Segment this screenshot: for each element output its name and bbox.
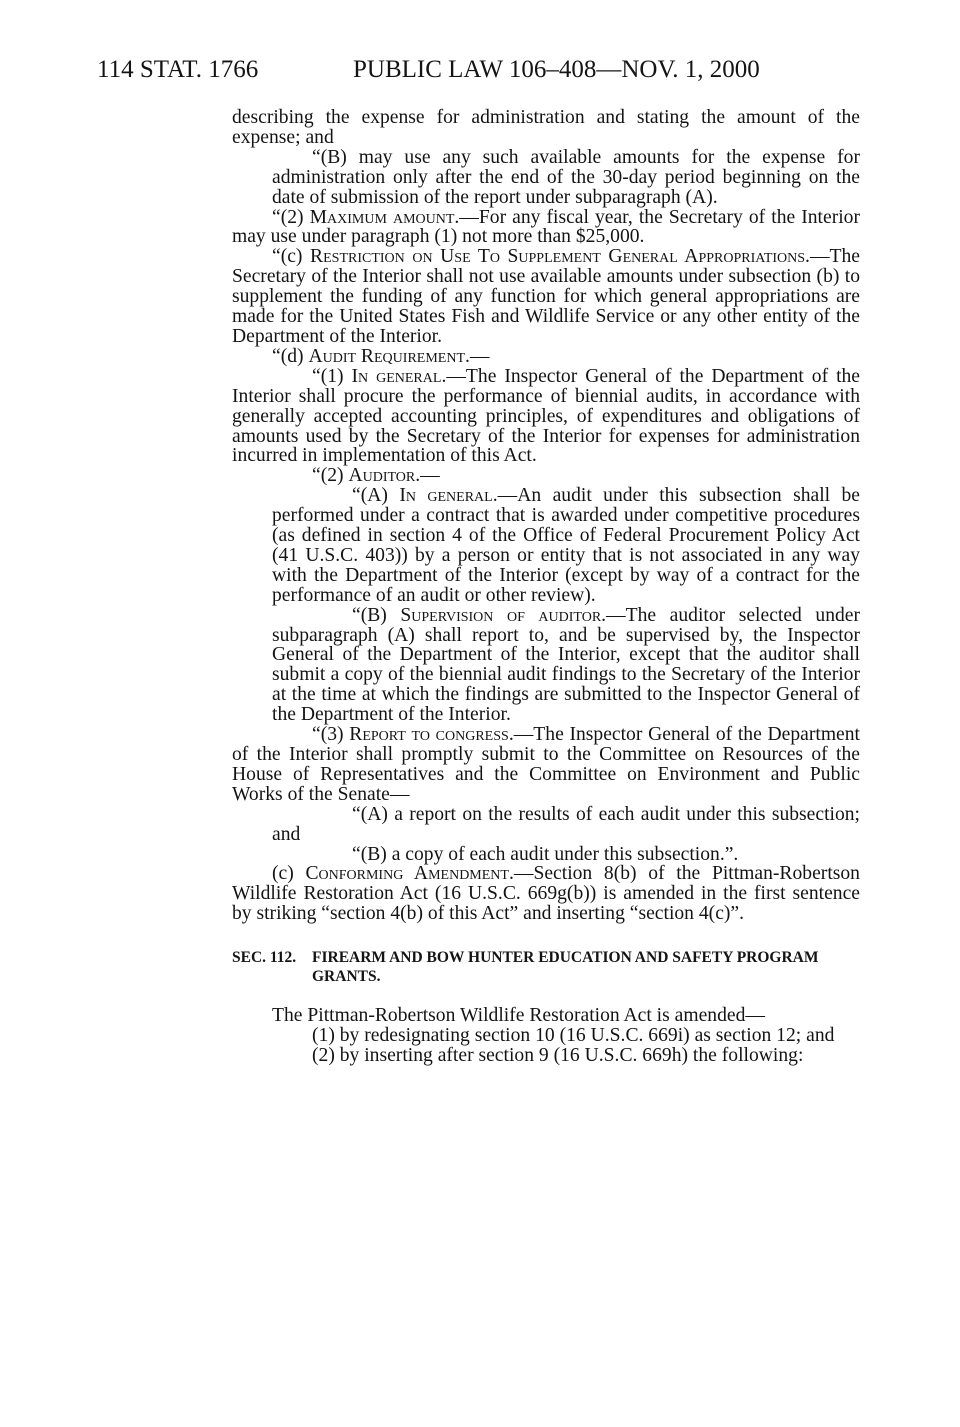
paragraph-heading: Restriction on Use To Supplement General Appropriations [310, 246, 806, 268]
paragraph-heading: Report to congress [349, 724, 509, 746]
paragraph: “(B) a copy of each audit under this subsection.”. [352, 843, 739, 865]
paragraph-heading: Conforming Amendment [305, 863, 509, 885]
paragraph [232, 725, 860, 805]
paragraph [232, 606, 860, 725]
paragraph: (1) by redesignating section 10 (16 U.S.C. 669i) as section 12; and [312, 1025, 835, 1047]
paragraph-number: “(2) [312, 465, 349, 487]
paragraph-number: “(A) [352, 485, 400, 507]
section-number: SEC. 112. [232, 949, 297, 967]
paragraph-text: .—Section 8(b) of the Pittman-Robertson Wildlife Restoration Act (16 U.S.C. 669g(b)) is amended in the first sentence by striking “section 4(b) of this Act” and inserting “section 4(c)”. [232, 863, 860, 925]
paragraph-number: “(2) [272, 206, 310, 228]
paragraph [232, 864, 860, 924]
paragraph-text: .—The Secretary of the Interior shall not use available amounts under subsection (b) to supplement the funding of any function for which general appropriations are made for the United States Fish and Wildlife Service or any other entity of the Department of the Interior. [232, 246, 861, 347]
paragraph-text: .—For any fiscal year, the Secretary of the Interior may use under paragraph (1) not more than $25,000. [232, 206, 860, 248]
paragraph-text: .— [415, 465, 440, 487]
paragraph-text: .—An audit under this subsection shall be performed under a contract that is awarded under competitive procedures (as defined in section 4 of the Office of Federal Procurement Policy Act (41 U.S.C. 403)) by a person or entity that is not associated in any way with the Department of the Interior (except by way of a contract for the performance of an audit or other review). [272, 485, 861, 606]
paragraph-number: (c) [272, 863, 306, 885]
paragraph-text: .—The auditor selected under subparagraph (A) shall report to, and be supervised by, the Inspector General of the Department of the Interior, except that the auditor shall submit a copy of the biennial audit findings to the Secretary of the Interior at the time at which the findings are submitted to the Inspector General of the Department of the Interior. [272, 604, 861, 726]
page-header [60, 56, 900, 92]
paragraph: “(A) a report on the results of each audit under this subsection; and [272, 803, 860, 845]
paragraph-number: “(1) [312, 365, 352, 387]
paragraph: (2) by inserting after section 9 (16 U.S.C. 669h) the following: [312, 1044, 804, 1066]
paragraph [232, 367, 860, 467]
paragraph-number: “(c) [272, 246, 311, 268]
law-citation: PUBLIC LAW 106–408—NOV. 1, 2000 [353, 56, 760, 83]
paragraph-text: .—The Inspector General of the Department of the Interior shall procure the performance of biennial audits, in accordance with generally accepted accounting principles, of expenditures and obligations of amounts used by the Secretary of the Interior for expenses for administration incurred in implementation of this Act. [232, 365, 861, 467]
paragraph-text: .—The Inspector General of the Department of the Interior shall promptly submit to the Committee on Resources of the House of Representatives and the Committee on Environment and Public Works of the Senate— [232, 724, 860, 805]
paragraph: “(B) may use any such available amounts for the expense for administration only after the end of the 30-day period beginning on the date of submission of the report under subparagraph (A). [272, 146, 860, 208]
paragraph-number: “(B) [352, 604, 401, 626]
paragraph-heading: In general [351, 365, 442, 387]
paragraph-number: “(d) [272, 345, 309, 367]
paragraph-heading: Auditor [348, 465, 416, 487]
paragraph [232, 347, 860, 367]
paragraph-heading: Audit Requirement [308, 345, 465, 367]
paragraph [232, 247, 860, 347]
stat-page-number: 114 STAT. 1766 [97, 56, 259, 83]
paragraph [232, 466, 860, 486]
paragraph-text: .— [465, 345, 490, 367]
paragraph-heading: Supervision of auditor [400, 604, 602, 626]
document-body [232, 108, 860, 1066]
section-title: FIREARM AND BOW HUNTER EDUCATION AND SAFETY PROGRAM GRANTS. [312, 949, 819, 986]
paragraph [232, 486, 860, 605]
paragraph [232, 208, 860, 248]
paragraph-number: “(3) [312, 724, 350, 746]
section-heading [232, 948, 860, 986]
paragraph-heading: In general [399, 485, 493, 507]
paragraph: describing the expense for administration and stating the amount of the expense; and [232, 107, 860, 148]
paragraph-heading: Maximum amount [309, 206, 455, 228]
paragraph: The Pittman-Robertson Wildlife Restoration Act is amended— [272, 1005, 765, 1027]
